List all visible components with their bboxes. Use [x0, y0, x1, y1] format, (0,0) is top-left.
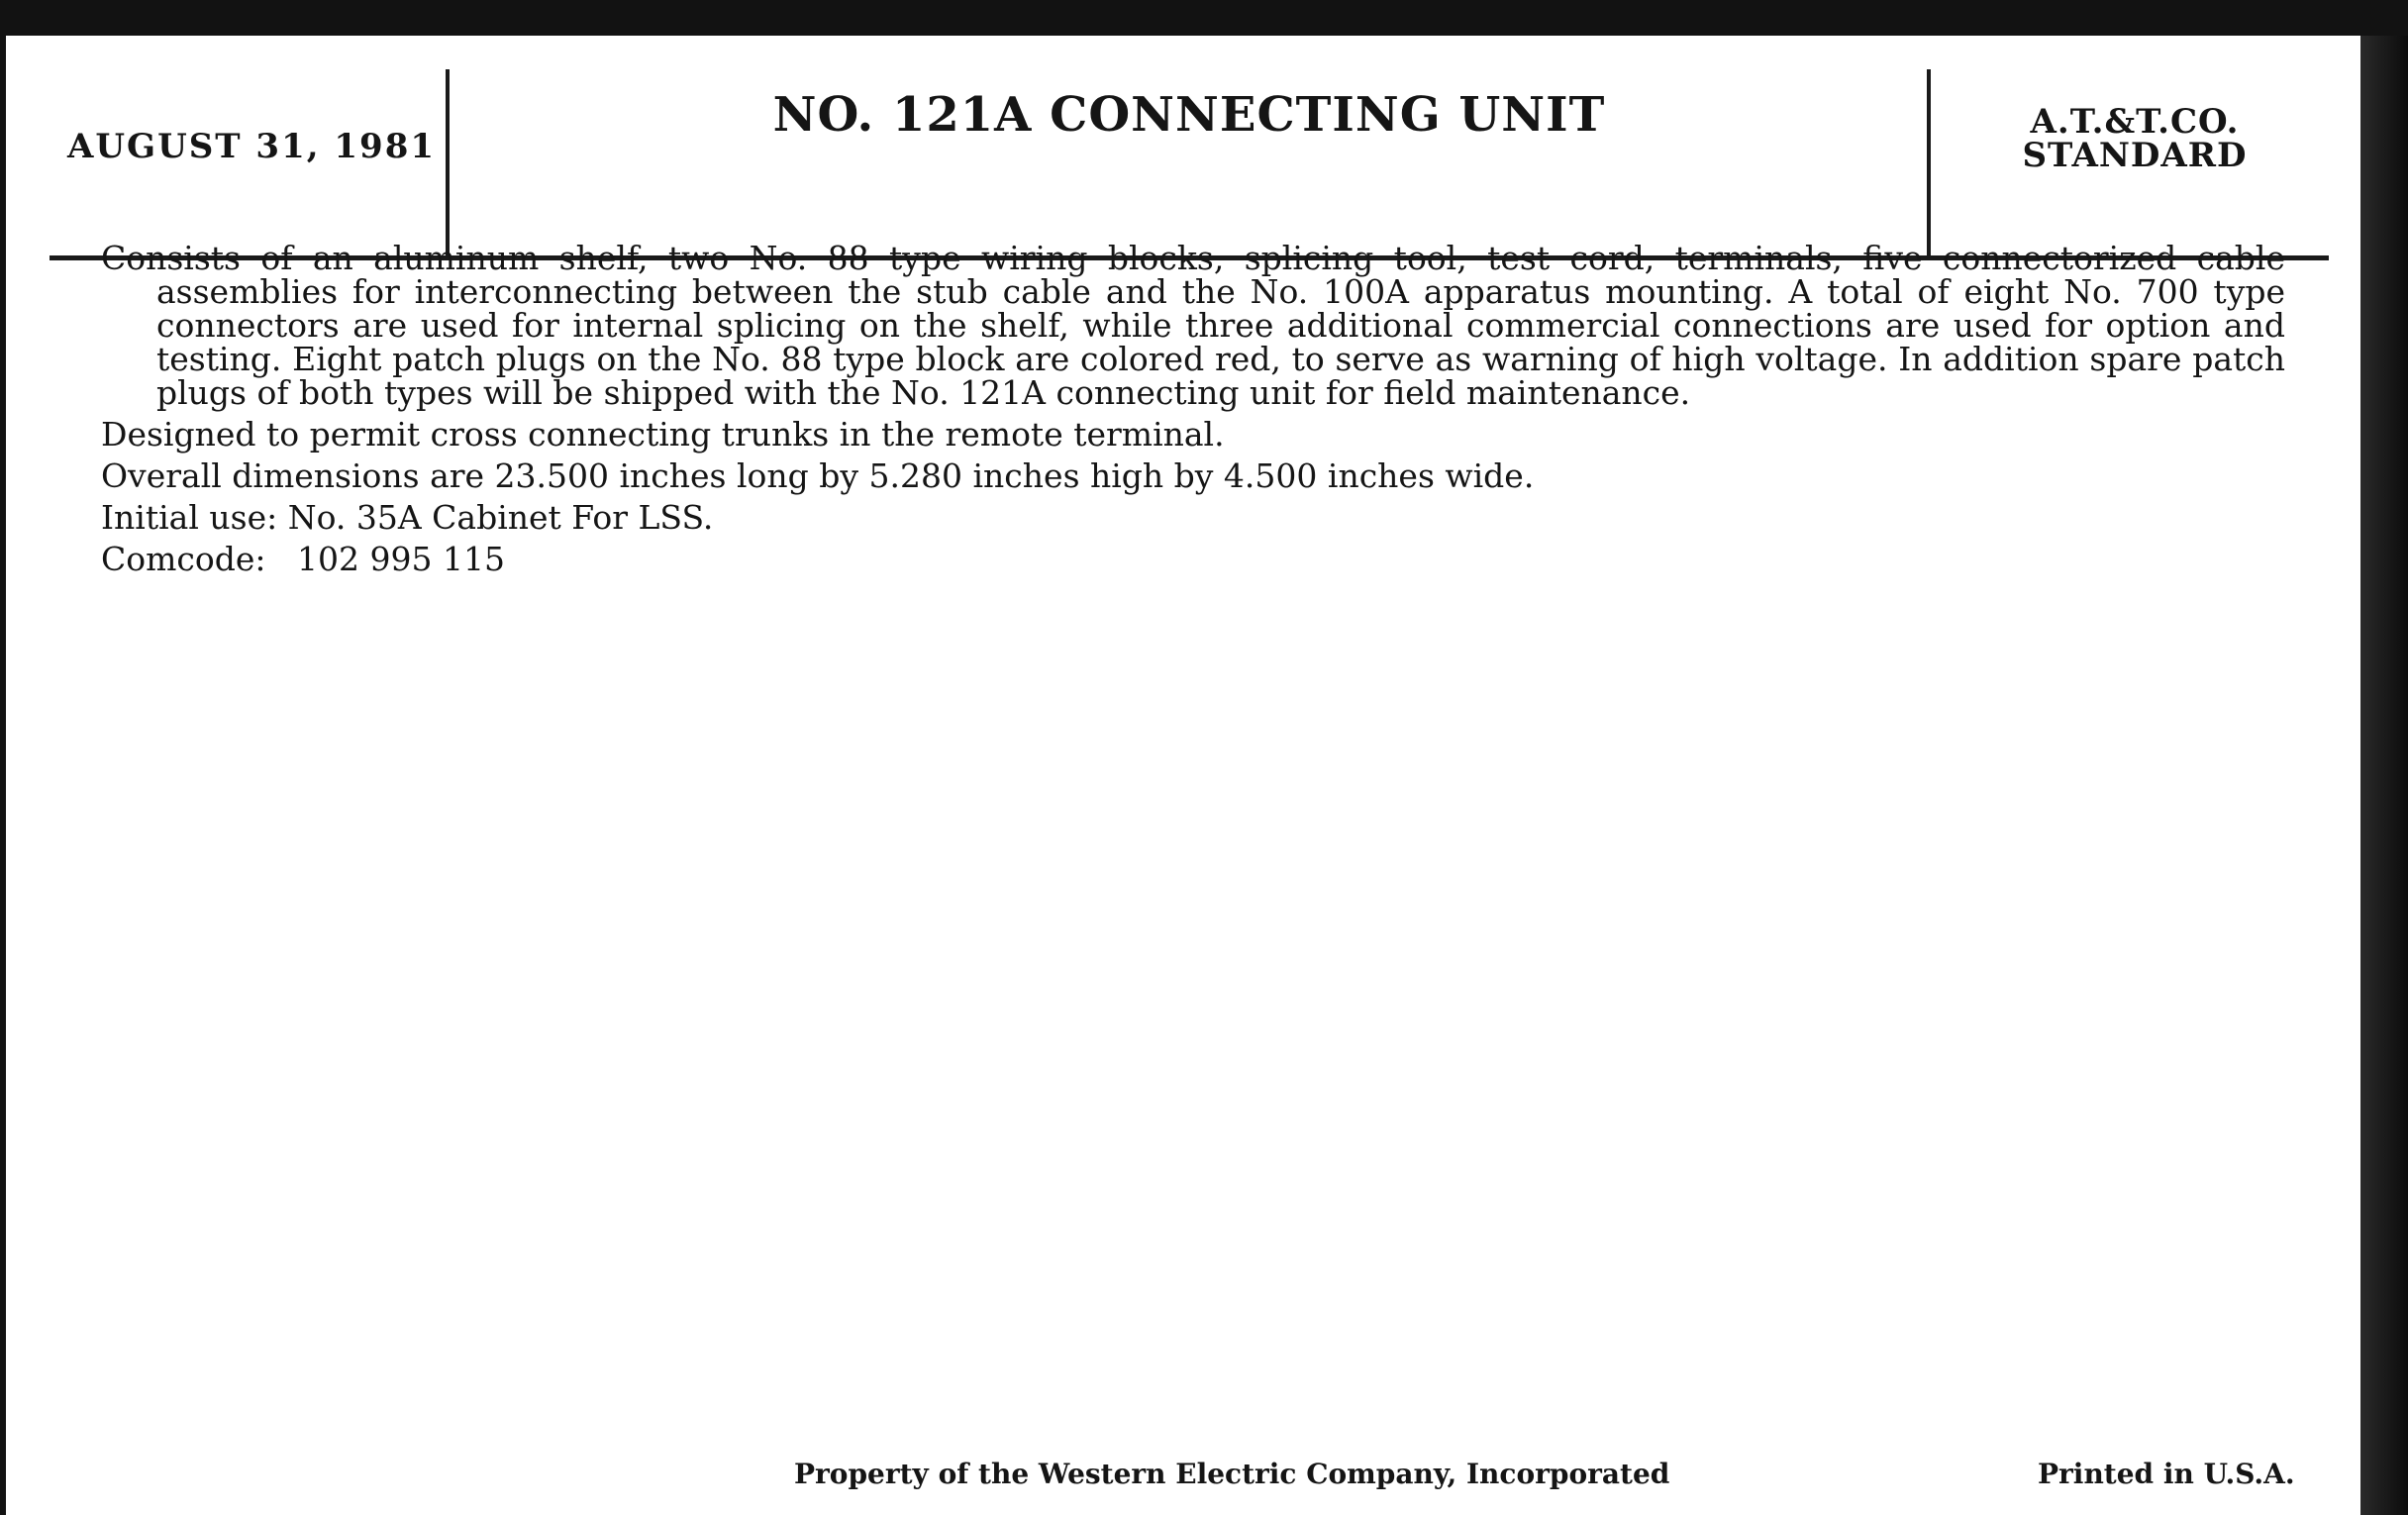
comcode-line: [101, 540, 2285, 578]
initial-use-paragraph: Initial use: No. 35A Cabinet For LSS.: [101, 498, 714, 537]
standard-line-1: A.T.&T.CO.: [2030, 102, 2240, 142]
standard-mark: [1937, 102, 2333, 175]
header-divider-right: [1927, 69, 1931, 255]
description-paragraph: Consists of an aluminum shelf, two No. 88 type wiring blocks, splicing tool, test cord, terminals, five connectorized cable assemblies for interconnecting between the stub cable and the No. 100A apparatus mounting. A total of eight No. 700 type connectors are used for internal splicing on the shelf, while three additional commercial connections are used for option and testing. Eight patch plugs on the No. 88 type block are colored red, to serve as warning of high voltage. In addition spare patch plugs of both types will be shipped with the No. 121A connecting unit for field maintenance.: [101, 239, 2285, 412]
purpose-paragraph: Designed to permit cross connecting trunks in the remote terminal.: [101, 415, 1225, 454]
document-body: [101, 239, 2285, 578]
document-title: NO. 121A CONNECTING UNIT: [772, 87, 1606, 143]
printed-notice: Printed in U.S.A.: [2038, 1458, 2295, 1490]
property-notice: Property of the Western Electric Company, Incorporated: [794, 1458, 1670, 1490]
header-divider-left: [446, 69, 450, 255]
comcode-value: 102 995 115: [297, 540, 505, 578]
document-card: [6, 36, 2360, 1515]
dimensions-paragraph: Overall dimensions are 23.500 inches long by 5.280 inches high by 4.500 inches wide.: [101, 456, 1535, 495]
comcode-label: Comcode:: [101, 540, 266, 578]
scan-edge: [2360, 36, 2408, 1515]
standard-line-2: STANDARD: [2022, 136, 2248, 175]
document-date: AUGUST 31, 1981: [67, 127, 437, 166]
